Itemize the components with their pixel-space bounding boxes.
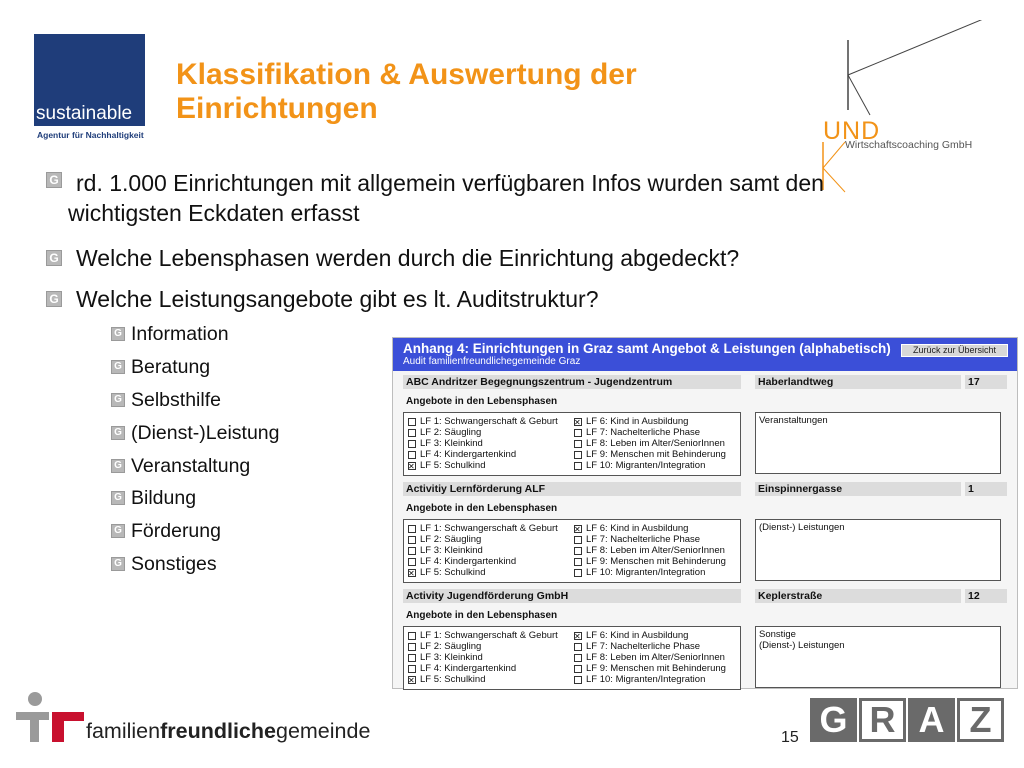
lf-label: LF 4: Kindergartenkind [420,556,517,567]
sub-bullet-icon: G [111,360,125,374]
lf-item [574,534,726,545]
lf-item [574,663,726,674]
lf-item [408,416,558,427]
lf-checkbox[interactable] [574,462,582,470]
footer-brand-part: familien [86,719,161,743]
lf-checkbox[interactable] [408,665,416,673]
sub-bullet-icon: G [111,557,125,571]
facility-street: Haberlandtweg [755,375,961,389]
bullet-icon: G [46,250,62,266]
lf-label: LF 8: Leben im Alter/SeniorInnen [586,545,725,556]
bullet-text: Welche Lebensphasen werden durch die Einrichtung abgedeckt? [76,245,740,271]
facility-street: Keplerstraße [755,589,961,603]
lf-checkbox[interactable] [408,429,416,437]
description-line: Veranstaltungen [759,415,828,426]
lf-label: LF 3: Kleinkind [420,545,483,556]
lf-checkbox[interactable] [408,676,416,684]
lf-label: LF 2: Säugling [420,534,482,545]
sub-bullet-text: Veranstaltung [131,455,251,477]
lf-checkbox[interactable] [574,632,582,640]
kund-logo-und: UND [823,117,881,145]
lf-column [574,416,726,471]
lf-checkbox[interactable] [408,569,416,577]
lf-item [408,652,558,663]
lebensphasen-box [403,412,741,476]
lf-label: LF 7: Nachelterliche Phase [586,534,701,545]
lf-checkbox[interactable] [408,418,416,426]
bullet-icon: G [46,172,62,188]
lf-label: LF 8: Leben im Alter/SeniorInnen [586,438,725,449]
lf-label: LF 1: Schwangerschaft & Geburt [420,416,558,427]
lf-item [408,427,558,438]
lf-item [408,545,558,556]
graz-logo [810,698,1006,742]
lf-label: LF 10: Migranten/Integration [586,567,706,578]
lf-label: LF 9: Menschen mit Behinderung [586,663,726,674]
lf-item [574,556,726,567]
sub-bullet-text: Sonstiges [131,553,217,575]
lf-label: LF 1: Schwangerschaft & Geburt [420,523,558,534]
lf-label: LF 5: Schulkind [420,460,486,471]
sustainable-logo [34,34,145,146]
lf-item [574,545,726,556]
lf-item [408,449,558,460]
lf-label: LF 5: Schulkind [420,567,486,578]
slide-title: Klassifikation & Auswertung der Einrichtungen [176,58,637,125]
sub-bullet-icon: G [111,426,125,440]
lf-checkbox[interactable] [408,536,416,544]
facility-name: Activity Jugendförderung GmbH [403,589,741,603]
lf-item [408,674,558,685]
lf-checkbox[interactable] [408,525,416,533]
lf-item [408,438,558,449]
facility-list-screenshot [392,337,1018,689]
lf-checkbox[interactable] [408,440,416,448]
lf-column [574,523,726,578]
description-line: (Dienst-) Leistungen [759,522,845,533]
graz-letter: A [908,698,955,742]
screenshot-header-subtitle: Audit familienfreundlichegemeinde Graz [403,356,581,367]
lf-item [408,630,558,641]
lf-item [408,641,558,652]
lf-label: LF 6: Kind in Ausbildung [586,630,689,641]
bullet-text: rd. 1.000 Einrichtungen mit allgemein verfügbaren Infos wurden samt den wichtigsten Eckdaten erfasst [68,170,824,226]
lf-item [574,641,726,652]
description-line: (Dienst-) Leistungen [759,640,845,651]
lf-label: LF 3: Kleinkind [420,438,483,449]
lf-item [574,449,726,460]
facility-description [755,519,1001,581]
lf-item [408,523,558,534]
lf-checkbox[interactable] [574,665,582,673]
bullet-text: Welche Leistungsangebote gibt es lt. Auditstruktur? [76,286,599,312]
lf-label: LF 3: Kleinkind [420,652,483,663]
lf-label: LF 5: Schulkind [420,674,486,685]
lf-label: LF 4: Kindergartenkind [420,663,517,674]
lf-checkbox[interactable] [574,547,582,555]
lf-item [408,534,558,545]
screenshot-header-title: Anhang 4: Einrichtungen in Graz samt Angebot & Leistungen (alphabetisch) [403,341,891,356]
lf-checkbox[interactable] [408,462,416,470]
lebensphasen-box [403,626,741,690]
lf-column [408,523,558,578]
lf-checkbox[interactable] [574,418,582,426]
lf-checkbox[interactable] [574,569,582,577]
sub-bullet-text: Selbsthilfe [131,389,221,411]
lf-checkbox[interactable] [574,525,582,533]
lf-item [408,556,558,567]
description-line: Sonstige [759,629,796,640]
sub-bullet-icon: G [111,491,125,505]
family-logo-figure [16,690,86,745]
facility-street: Einspinnergasse [755,482,961,496]
sub-bullet-text: Förderung [131,520,221,542]
lf-checkbox[interactable] [574,558,582,566]
lf-label: LF 4: Kindergartenkind [420,449,517,460]
lf-checkbox[interactable] [574,451,582,459]
lf-column [574,630,726,685]
sub-bullet-text: (Dienst-)Leistung [131,422,280,444]
graz-letter: G [810,698,857,742]
lf-label: LF 7: Nachelterliche Phase [586,427,701,438]
sub-bullet-icon: G [111,393,125,407]
lf-checkbox[interactable] [574,440,582,448]
sub-bullet-icon: G [111,459,125,473]
lf-checkbox[interactable] [574,536,582,544]
lf-label: LF 10: Migranten/Integration [586,460,706,471]
lf-checkbox[interactable] [574,643,582,651]
lebensphasen-box [403,519,741,583]
lf-label: LF 2: Säugling [420,641,482,652]
lebensphasen-label: Angebote in den Lebensphasen [406,503,558,514]
lf-column [408,416,558,471]
facility-name: Activitiy Lernförderung ALF [403,482,741,496]
lf-checkbox[interactable] [574,654,582,662]
lf-item [408,567,558,578]
lf-item [574,630,726,641]
lf-item [574,416,726,427]
lebensphasen-label: Angebote in den Lebensphasen [406,396,558,407]
lf-checkbox[interactable] [408,643,416,651]
lf-item [574,438,726,449]
lf-label: LF 10: Migranten/Integration [586,674,706,685]
page-number: 15 [781,729,799,746]
graz-letter: Z [957,698,1004,742]
facility-number: 17 [965,375,1007,389]
lf-label: LF 9: Menschen mit Behinderung [586,449,726,460]
lf-item [408,460,558,471]
facility-description [755,626,1001,688]
lebensphasen-label: Angebote in den Lebensphasen [406,610,558,621]
facility-number: 12 [965,589,1007,603]
kund-logo-subtitle: Wirtschaftscoaching GmbH [845,139,973,151]
lf-checkbox[interactable] [408,558,416,566]
footer-brand-bold: freundliche [160,719,276,743]
lf-item [408,663,558,674]
lf-column [408,630,558,685]
sub-bullet-text: Beratung [131,356,211,378]
screenshot-header [393,338,1017,371]
sustainable-logo-word: sustainable [36,103,133,124]
sub-bullet-icon: G [111,327,125,341]
lf-checkbox[interactable] [408,654,416,662]
back-to-overview-button[interactable]: Zurück zur Übersicht [901,344,1008,357]
family-logo-mark [16,690,86,745]
lf-checkbox[interactable] [408,632,416,640]
lf-item [574,460,726,471]
facility-description [755,412,1001,474]
lf-item [574,567,726,578]
facility-name: ABC Andritzer Begegnungszentrum - Jugendzentrum [403,375,741,389]
lf-checkbox[interactable] [574,676,582,684]
graz-letter: R [859,698,906,742]
lf-label: LF 1: Schwangerschaft & Geburt [420,630,558,641]
lf-checkbox[interactable] [574,429,582,437]
lf-checkbox[interactable] [408,451,416,459]
facility-number: 1 [965,482,1007,496]
sub-bullet-icon: G [111,524,125,538]
lf-label: LF 2: Säugling [420,427,482,438]
lf-label: LF 6: Kind in Ausbildung [586,416,689,427]
lf-label: LF 8: Leben im Alter/SeniorInnen [586,652,725,663]
sub-bullet-text: Bildung [131,487,197,509]
sustainable-logo-tagline: Agentur für Nachhaltigkeit [37,130,144,140]
lf-item [574,674,726,685]
bullet-icon: G [46,291,62,307]
lf-label: LF 6: Kind in Ausbildung [586,523,689,534]
lf-item [574,652,726,663]
footer-brand [86,719,370,744]
lf-item [574,523,726,534]
sub-bullet-text: Information [131,323,229,345]
lf-checkbox[interactable] [408,547,416,555]
lf-label: LF 7: Nachelterliche Phase [586,641,701,652]
footer-brand-part: gemeinde [275,719,371,743]
lf-item [574,427,726,438]
lf-label: LF 9: Menschen mit Behinderung [586,556,726,567]
